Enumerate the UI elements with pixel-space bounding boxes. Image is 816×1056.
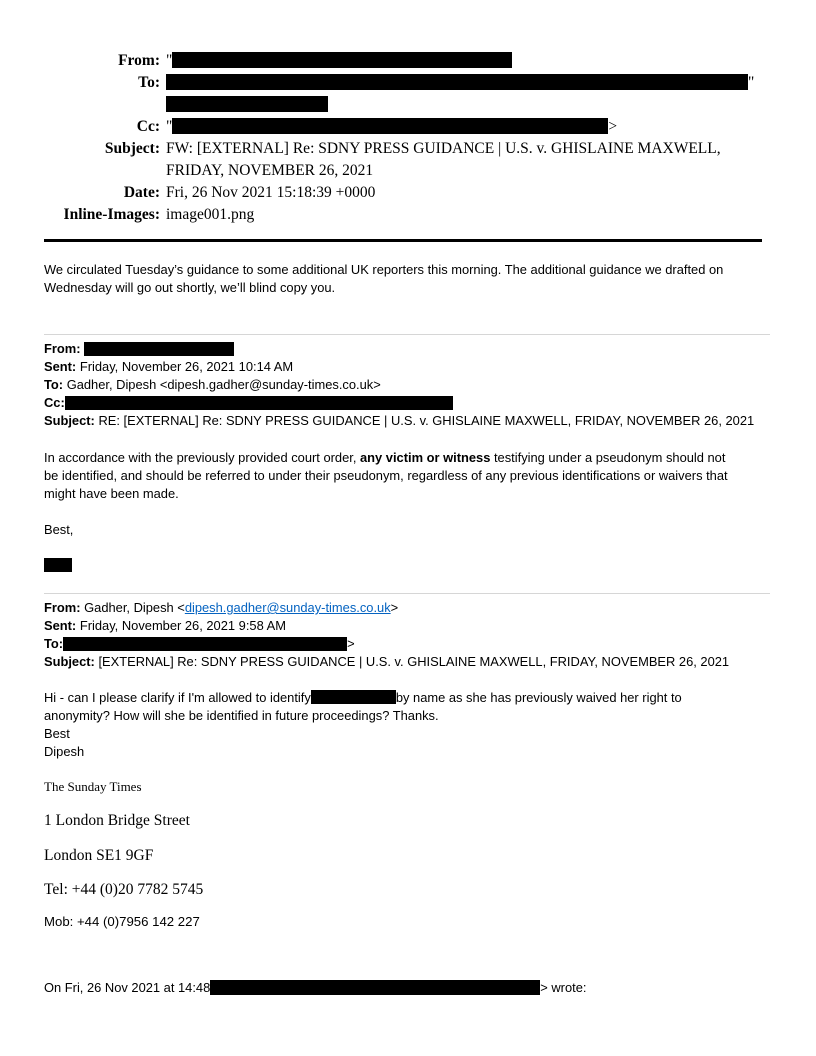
body-text: testifying under a pseudonym should not (490, 450, 726, 465)
quoted2-body-line: anonymity? How will she be identified in future proceedings? Thanks. (44, 708, 439, 723)
email-header (0, 50, 816, 226)
quoted2-to-row (44, 635, 770, 653)
quoted2-subject-value: [EXTERNAL] Re: SDNY PRESS GUIDANCE | U.S. v. GHISLAINE MAXWELL, FRIDAY, NOVEMBER 26, 2021 (98, 654, 730, 669)
header-inline-images-label: Inline-Images: (63, 206, 160, 223)
quoted2-sender-name: Dipesh (44, 744, 85, 759)
quoted2-from-name: Gadher, Dipesh < (84, 600, 185, 615)
header-to-value (166, 72, 816, 116)
header-date-label: Date: (123, 184, 160, 201)
close-quote-char: " (748, 74, 755, 91)
quoted1-sent-value: Friday, November 26, 2021 10:14 AM (79, 359, 294, 374)
redaction-bar (172, 118, 608, 134)
email-address-link[interactable]: dipesh.gadher@sunday-times.co.uk (184, 600, 391, 615)
angle-bracket-char: > (347, 636, 355, 651)
header-date-value: Fri, 26 Nov 2021 15:18:39 +0000 (166, 184, 376, 201)
intro-line: We circulated Tuesday’s guidance to some additional UK reporters this morning. The additional guidance we drafted on (44, 262, 724, 277)
quoted1-to-value: Gadher, Dipesh <dipesh.gadher@sunday-times.co.uk> (66, 377, 381, 392)
quoted1-body-line: might have been made. (44, 486, 179, 501)
attribution-text: On Fri, 26 Nov 2021 at 14:48 (44, 980, 211, 995)
bold-emphasis-text: any victim or witness (360, 450, 491, 465)
quoted2-to-label: To: (44, 636, 64, 651)
quoted2-sent-value: Friday, November 26, 2021 9:58 AM (79, 618, 286, 633)
angle-bracket-char: > (390, 600, 399, 615)
quoted1-cc-row (44, 394, 770, 412)
header-inline-images-value: image001.png (166, 206, 255, 223)
quoted2-subject-row (44, 653, 770, 671)
quoted1-to-row (44, 376, 770, 394)
quoted1-to-label: To: (44, 377, 64, 392)
quoted2-body-paragraph (44, 689, 770, 761)
redaction-bar (166, 96, 328, 112)
header-cc-label: Cc: (136, 118, 160, 135)
quoted1-subject-row (44, 412, 770, 430)
quoted-message-divider (44, 334, 770, 335)
redaction-bar-signature (44, 558, 72, 572)
quoted1-body-line (44, 449, 770, 467)
intro-paragraph (44, 261, 770, 297)
quoted2-from-row (44, 599, 770, 617)
redaction-bar (172, 52, 512, 68)
signature-telephone: Tel: +44 (0)20 7782 5745 (44, 881, 204, 898)
quoted1-cc-label: Cc: (44, 395, 65, 410)
body-text: Hi - can I please clarify if I'm allowed to identify (44, 690, 311, 705)
quoted-attribution-line (44, 979, 770, 997)
header-cc-value (166, 116, 816, 138)
quoted2-from-label: From: (44, 600, 81, 615)
attribution-text: > wrote: (540, 980, 587, 995)
quoted2-subject-label: Subject: (44, 654, 95, 669)
open-quote-char: " (166, 118, 173, 135)
body-text: by name as she has previously waived her right to (395, 690, 682, 705)
quoted1-from-label: From: (44, 341, 81, 356)
header-divider-rule (44, 239, 762, 242)
quoted1-closing: Best, (44, 522, 74, 537)
redaction-bar-inline (311, 690, 396, 704)
header-subject-value: FW: [EXTERNAL] Re: SDNY PRESS GUIDANCE | U.S. v. GHISLAINE MAXWELL, FRIDAY, NOVEMBER 26, 2021 (166, 140, 721, 179)
quoted1-subject-label: Subject: (44, 413, 95, 428)
email-body (0, 261, 816, 997)
quoted1-body-line: be identified, and should be referred to under their pseudonym, regardless of any previous identifications or waivers that (44, 468, 728, 483)
angle-bracket-char: > (608, 118, 618, 135)
quoted1-from-row (44, 340, 770, 358)
quoted2-sent-label: Sent: (44, 618, 77, 633)
redaction-bar (84, 342, 234, 356)
header-from-value (166, 50, 816, 72)
redaction-bar (210, 980, 540, 995)
quoted2-closing: Best (44, 726, 70, 741)
intro-line: Wednesday will go out shortly, we’ll blind copy you. (44, 280, 336, 295)
quoted1-body-paragraph (44, 449, 770, 503)
header-subject-label: Subject: (104, 140, 160, 157)
signature-company: The Sunday Times (44, 779, 142, 794)
signature-address-line: 1 London Bridge Street (44, 812, 190, 829)
redaction-bar (63, 637, 347, 651)
quoted1-sent-label: Sent: (44, 359, 77, 374)
body-text: In accordance with the previously provided court order, (44, 450, 360, 465)
header-from-label: From: (118, 52, 160, 69)
open-quote-char: " (166, 52, 173, 69)
quoted1-sent-row (44, 358, 770, 376)
quoted-header-1 (44, 340, 770, 430)
quoted2-sent-row (44, 617, 770, 635)
quoted-header-2 (44, 599, 770, 671)
header-to-label: To: (138, 74, 160, 91)
quoted2-body-line (44, 689, 770, 707)
quoted-message-divider (44, 593, 770, 594)
signature-address-line: London SE1 9GF (44, 847, 154, 864)
quoted1-subject-value: RE: [EXTERNAL] Re: SDNY PRESS GUIDANCE | U.S. v. GHISLAINE MAXWELL, FRIDAY, NOVEMBER 26, 2021 (98, 413, 755, 428)
signature-mobile: Mob: +44 (0)7956 142 227 (44, 914, 200, 929)
redaction-bar (166, 74, 748, 90)
signature-block (44, 779, 770, 930)
redaction-bar (65, 396, 453, 410)
